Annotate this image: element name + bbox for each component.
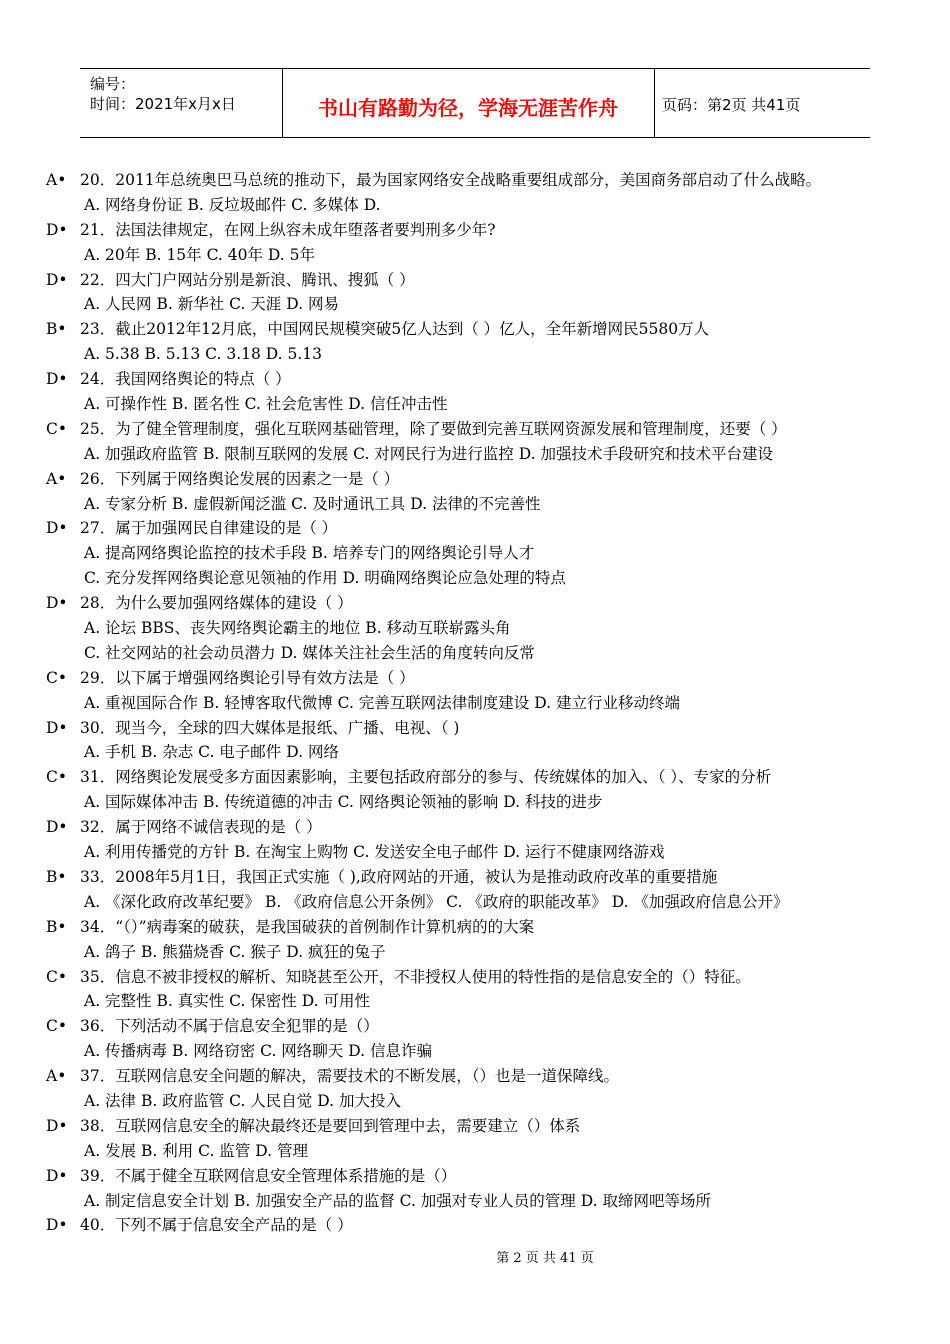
question-text: 33．2008年5月1日，我国正式实施（ ),政府网站的开通，被认为是推动政府改革的重要措施 <box>80 867 718 886</box>
answer-options: A. 利用传播党的方针 B. 在淘宝上购物 C. 发送安全电子邮件 D. 运行不健康网络游戏 <box>84 843 665 862</box>
answer-options: A. 传播病毒 B. 网络窃密 C. 网络聊天 D. 信息诈骗 <box>84 1042 432 1061</box>
answer-marker: D• <box>46 270 68 289</box>
question-text: 23．截止2012年12月底，中国网民规模突破5亿人达到（ ）亿人，全年新增网民5580万人 <box>80 320 710 339</box>
question-item <box>0 268 950 293</box>
options-line <box>0 566 950 591</box>
question-text: 38．互联网信息安全的解决最终还是要回到管理中去，需要建立（）体系 <box>80 1116 581 1135</box>
question-item <box>0 1213 950 1238</box>
answer-marker: A• <box>46 469 67 488</box>
answer-options: A. 重视国际合作 B. 轻博客取代微博 C. 完善互联网法律制度建设 D. 建立行业移动终端 <box>84 693 680 712</box>
question-text: 28．为什么要加强网络媒体的建设（ ） <box>80 594 353 613</box>
options-line <box>0 641 950 666</box>
page-number-label: 页码：第2页 共41页 <box>662 96 801 114</box>
question-item <box>0 815 950 840</box>
answer-options: A. 专家分析 B. 虚假新闻泛滥 C. 及时通讯工具 D. 法律的不完善性 <box>84 494 541 513</box>
answer-marker: C• <box>46 768 68 787</box>
question-text: 40．下列不属于信息安全产品的是（ ） <box>80 1216 353 1235</box>
answer-options: C. 充分发挥网络舆论意见领袖的作用 D. 明确网络舆论应急处理的特点 <box>84 569 566 588</box>
question-text: 32．属于网络不诚信表现的是（ ） <box>80 818 322 837</box>
question-text: 21．法国法律规定，在网上纵容未成年堕落者要判刑多少年? <box>80 220 496 239</box>
question-item <box>0 367 950 392</box>
answer-marker: D• <box>46 1216 68 1235</box>
answer-marker: D• <box>46 718 68 737</box>
question-text: 27．属于加强网民自律建设的是（ ） <box>80 519 338 538</box>
question-item <box>0 915 950 940</box>
options-line <box>0 940 950 965</box>
header-motto-cell <box>282 69 655 137</box>
answer-options: A. 国际媒体冲击 B. 传统道德的冲击 C. 网络舆论领袖的影响 D. 科技的进步 <box>84 793 603 812</box>
options-line <box>0 1039 950 1064</box>
question-item <box>0 1064 950 1089</box>
question-text: 29．以下属于增强网络舆论引导有效方法是（ ） <box>80 668 415 687</box>
answer-marker: D• <box>46 370 68 389</box>
answer-marker: B• <box>46 917 67 936</box>
answer-options: A. 加强政府监管 B. 限制互联网的发展 C. 对网民行为进行监控 D. 加强技术手段研究和技术平台建设 <box>84 444 773 463</box>
options-line <box>0 492 950 517</box>
options-line <box>0 392 950 417</box>
answer-options: A. 《深化政府改革纪要》 B. 《政府信息公开条例》 C. 《政府的职能改革》 D. 《加强政府信息公开》 <box>84 892 789 911</box>
options-line <box>0 292 950 317</box>
answer-marker: D• <box>46 220 68 239</box>
answer-marker: D• <box>46 1116 68 1135</box>
question-text: 36．下列活动不属于信息安全犯罪的是（） <box>80 1017 379 1036</box>
options-line <box>0 740 950 765</box>
question-text: 24．我国网络舆论的特点（ ） <box>80 370 291 389</box>
options-line <box>0 442 950 467</box>
answer-marker: D• <box>46 519 68 538</box>
question-item <box>0 317 950 342</box>
question-text: 20．2011年总统奥巴马总统的推动下，最为国家网络安全战略重要组成部分，美国商务部启动了什么战略。 <box>80 171 822 189</box>
question-item <box>0 765 950 790</box>
question-item <box>0 1114 950 1139</box>
answer-options: A. 可操作性 B. 匿名性 C. 社会危害性 D. 信任冲击性 <box>84 395 448 414</box>
question-item <box>0 666 950 691</box>
question-item <box>0 516 950 541</box>
question-item <box>0 716 950 741</box>
options-line <box>0 342 950 367</box>
answer-options: A. 网络身份证 B. 反垃圾邮件 C. 多媒体 D. <box>84 195 381 214</box>
answer-marker: D• <box>46 594 68 613</box>
answer-options: A. 5.38 B. 5.13 C. 3.18 D. 5.13 <box>84 345 323 364</box>
header-meta-cell <box>80 69 283 137</box>
page-header <box>80 68 870 138</box>
question-text: 34．“（）”病毒案的破获，是我国破获的首例制作计算机病的的大案 <box>80 917 535 936</box>
answer-options: A. 提高网络舆论监控的技术手段 B. 培养专门的网络舆论引导人才 <box>84 544 535 563</box>
question-text: 39．不属于健全互联网信息安全管理体系措施的是（） <box>80 1166 457 1185</box>
header-page-cell <box>654 69 870 137</box>
time-label: 时间：2021年x月x日 <box>90 95 236 113</box>
answer-marker: C• <box>46 668 68 687</box>
options-line <box>0 989 950 1014</box>
answer-options: A. 鸽子 B. 熊猫烧香 C. 猴子 D. 疯狂的兔子 <box>84 942 386 961</box>
answer-options: A. 发展 B. 利用 C. 监管 D. 管理 <box>84 1141 308 1160</box>
options-line <box>0 193 950 218</box>
answer-marker: B• <box>46 867 67 886</box>
question-text: 26．下列属于网络舆论发展的因素之一是（ ） <box>80 469 400 488</box>
answer-options: C. 社交网站的社会动员潜力 D. 媒体关注社会生活的角度转向反常 <box>84 643 535 662</box>
footer-page-number: 第 2 页 共 41 页 <box>496 1251 594 1266</box>
number-label: 编号： <box>90 75 136 93</box>
options-line <box>0 1089 950 1114</box>
answer-marker: C• <box>46 419 68 438</box>
options-line <box>0 541 950 566</box>
page-footer <box>0 1247 950 1266</box>
options-line <box>0 790 950 815</box>
answer-marker: D• <box>46 1166 68 1185</box>
answer-marker: B• <box>46 320 67 339</box>
question-text: 31．网络舆论发展受多方面因素影响，主要包括政府部分的参与、传统媒体的加入、（ ）、专家的分析 <box>80 768 772 787</box>
options-line <box>0 691 950 716</box>
answer-options: A. 法律 B. 政府监管 C. 人民自觉 D. 加大投入 <box>84 1091 401 1110</box>
options-line <box>0 1139 950 1164</box>
answer-options: A. 论坛 BBS、丧失网络舆论霸主的地位 B. 移动互联崭露头角 <box>84 619 511 638</box>
options-line <box>0 616 950 641</box>
question-list <box>0 168 950 1238</box>
answer-options: A. 手机 B. 杂志 C. 电子邮件 D. 网络 <box>84 743 339 762</box>
answer-marker: D• <box>46 818 68 837</box>
question-item <box>0 218 950 243</box>
answer-options: A. 制定信息安全计划 B. 加强安全产品的监督 C. 加强对专业人员的管理 D. 取缔网吧等场所 <box>84 1191 711 1210</box>
question-text: 35．信息不被非授权的解析、知晓甚至公开，不非授权人使用的特性指的是信息安全的（）特征。 <box>80 967 751 986</box>
options-line <box>0 1189 950 1214</box>
options-line <box>0 840 950 865</box>
answer-options: A. 人民网 B. 新华社 C. 天涯 D. 网易 <box>84 295 339 314</box>
motto: 书山有路勤为径，学海无涯苦作舟 <box>318 96 618 120</box>
answer-options: A. 20年 B. 15年 C. 40年 D. 5年 <box>84 245 315 264</box>
question-text: 30．现当今，全球的四大媒体是报纸、广播、电视、（ ) <box>80 718 460 737</box>
question-item <box>0 591 950 616</box>
question-text: 25．为了健全管理制度，强化互联网基础管理，除了要做到完善互联网资源发展和管理制度，还要（ ） <box>80 419 787 438</box>
question-text: 37．互联网信息安全问题的解决，需要技术的不断发展，（）也是一道保障线。 <box>80 1067 619 1086</box>
question-item <box>0 1164 950 1189</box>
question-item <box>0 417 950 442</box>
answer-marker: C• <box>46 967 68 986</box>
question-item <box>0 965 950 990</box>
question-item <box>0 168 950 193</box>
options-line <box>0 890 950 915</box>
options-line <box>0 243 950 268</box>
question-item <box>0 467 950 492</box>
answer-marker: C• <box>46 1017 68 1036</box>
answer-marker: A• <box>46 171 67 189</box>
question-item <box>0 1014 950 1039</box>
question-text: 22．四大门户网站分别是新浪、腾讯、搜狐（ ） <box>80 270 415 289</box>
answer-marker: A• <box>46 1067 67 1086</box>
answer-options: A. 完整性 B. 真实性 C. 保密性 D. 可用性 <box>84 992 370 1011</box>
question-item <box>0 865 950 890</box>
